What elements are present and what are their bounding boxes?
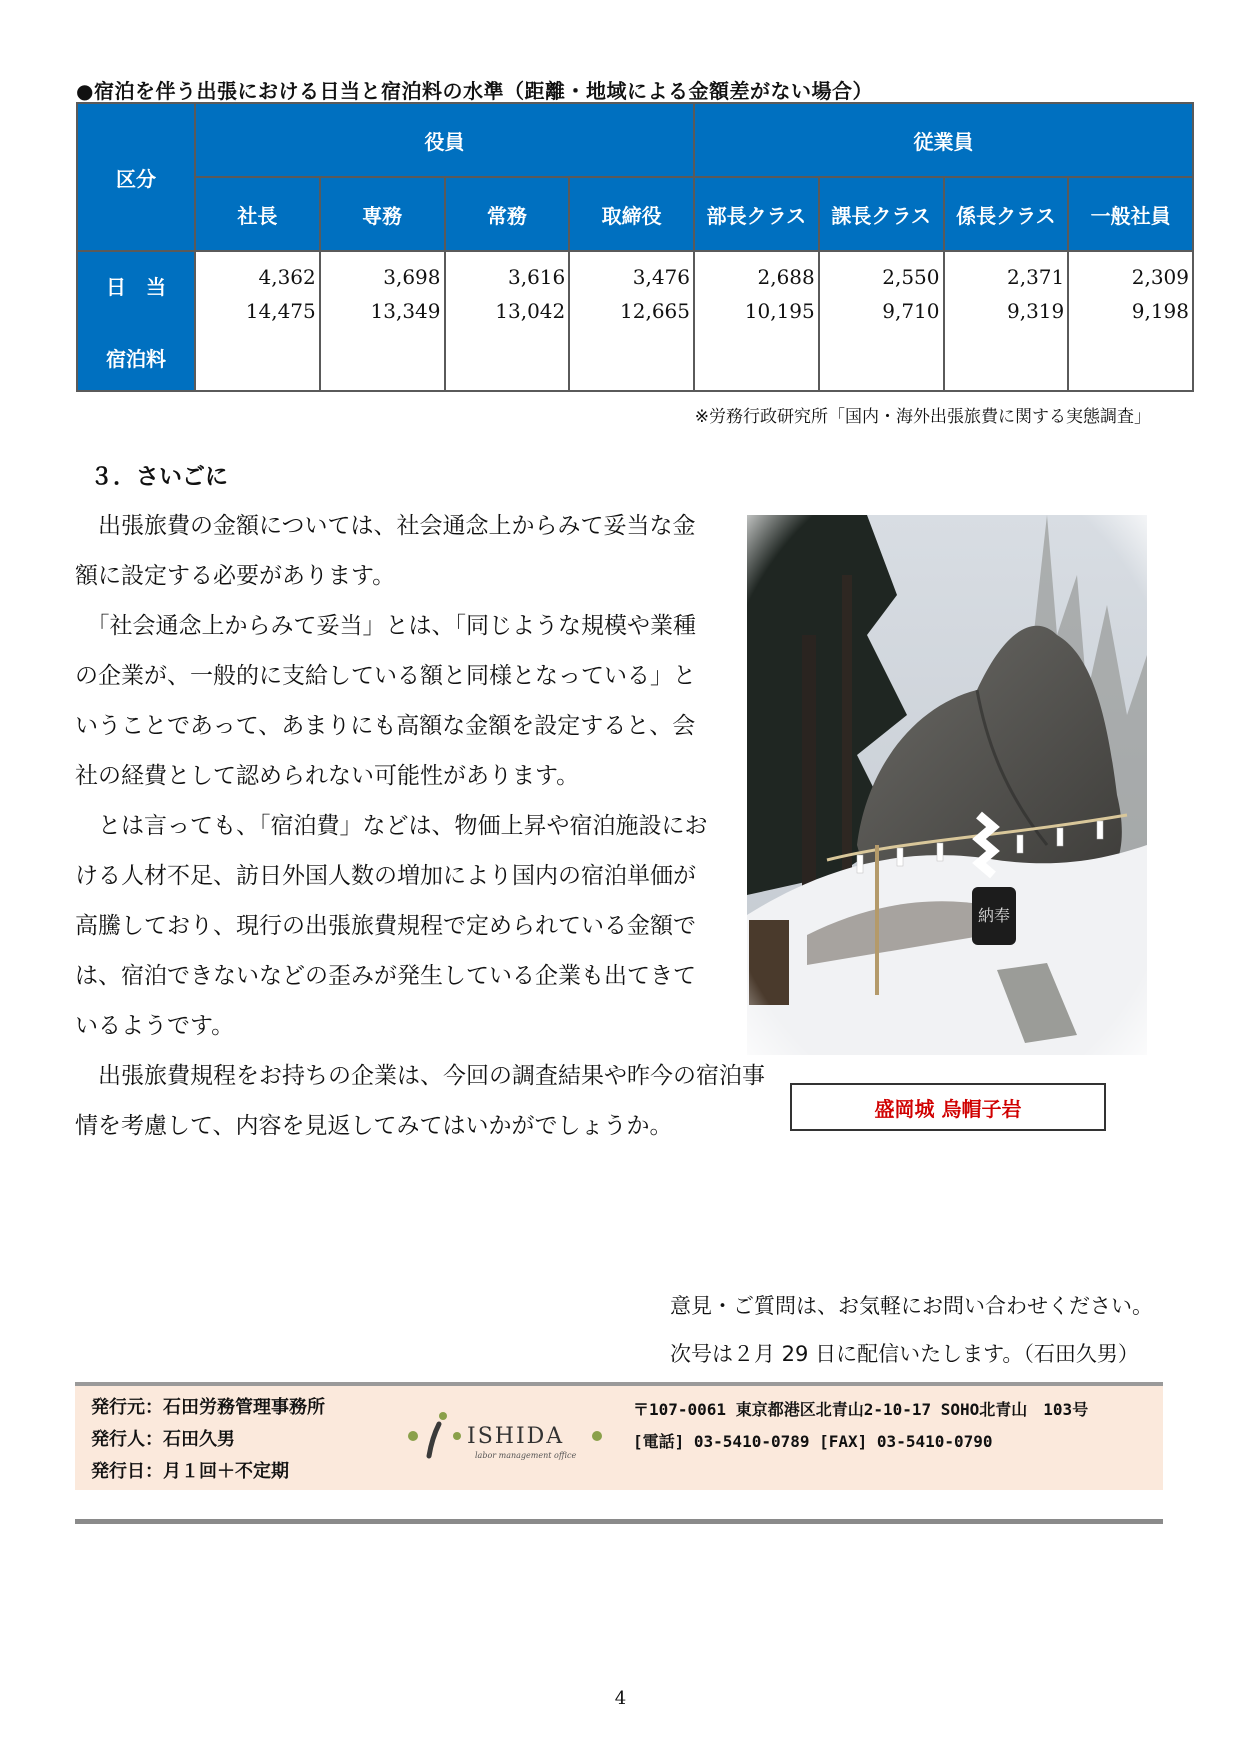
photo-caption: 盛岡城 烏帽子岩: [790, 1083, 1106, 1131]
table-cell: [445, 251, 570, 391]
footer: [75, 1386, 1163, 1490]
header-col-director: 取締役: [569, 177, 694, 251]
table-cell: [944, 251, 1069, 391]
lodging-value: 12,665: [620, 299, 690, 323]
lodging-value: 13,349: [370, 299, 441, 323]
header-col-dept-manager: 部長クラス: [694, 177, 819, 251]
eboshi-rock-photo: [747, 515, 1147, 1055]
lodging-value: 9,198: [1131, 299, 1189, 323]
header-col-md: 常務: [445, 177, 570, 251]
daily-value: 2,309: [1131, 265, 1189, 289]
daily-value: 2,550: [882, 265, 940, 289]
rates-table: [76, 102, 1194, 392]
logo-text: ISHIDA: [467, 1424, 565, 1449]
footer-phone-fax: [電話] 03-5410-0789 [FAX] 03-5410-0790: [633, 1432, 993, 1451]
table-cell: [569, 251, 694, 391]
footer-address: 〒107-0061 東京都港区北青山2-10-17 SOHO北青山 103号: [633, 1400, 1089, 1419]
daily-value: 3,476: [632, 265, 690, 289]
section-heading: ３．さいごに: [90, 464, 228, 490]
header-col-staff: 一般社員: [1068, 177, 1193, 251]
table-cell: [819, 251, 944, 391]
header-col-section-manager: 課長クラス: [819, 177, 944, 251]
row-label-daily: 日 当: [106, 275, 166, 299]
table-row: [77, 251, 1193, 391]
paragraph: 出張旅費の金額については、社会通念上からみて妥当な金額に設定する必要があります。: [75, 513, 696, 589]
lodging-value: 10,195: [744, 299, 815, 323]
body-text: [75, 501, 765, 1151]
table-title: ●宿泊を伴う出張における日当と宿泊料の水準（距離・地域による金額差がない場合）: [76, 79, 873, 103]
lodging-value: 14,475: [245, 299, 316, 323]
footer-publisher-info: [91, 1392, 325, 1488]
closing-line: 次号は２月 29 日に配信いたします。（石田久男）: [670, 1342, 1139, 1366]
header-officers: 役員: [195, 103, 694, 177]
footer-frequency: 発行日：月１回＋不定期: [91, 1461, 289, 1482]
table-cell: [1068, 251, 1193, 391]
header-col-chief: 係長クラス: [944, 177, 1069, 251]
daily-value: 3,698: [383, 265, 441, 289]
table-cell: [694, 251, 819, 391]
paragraph: 「社会通念上からみて妥当」とは、「同じような規模や業種の企業が、一般的に支給している額と同様となっている」ということであって、あまりにも高額な金額を設定すると、会社の経費として認められない可能性があります。: [75, 613, 696, 789]
closing-line: 意見・ご質問は、お気軽にお問い合わせください。: [670, 1294, 1153, 1318]
row-header: [77, 251, 195, 391]
header-col-senior-md: 専務: [320, 177, 445, 251]
daily-value: 2,688: [757, 265, 815, 289]
daily-value: 3,616: [507, 265, 566, 289]
footer-publisher: 発行元：石田労務管理事務所: [91, 1397, 325, 1418]
footer-contact: [633, 1394, 1088, 1458]
lodging-value: 13,042: [495, 299, 566, 323]
daily-value: 2,371: [1006, 265, 1065, 289]
table-cell: [320, 251, 445, 391]
closing-note: [670, 1282, 1153, 1378]
header-col-president: 社長: [195, 177, 320, 251]
footer-bottom-divider: [75, 1519, 1163, 1524]
daily-value: 4,362: [258, 265, 316, 289]
source-note: ※労務行政研究所「国内・海外出張旅費に関する実態調査」: [694, 407, 1151, 427]
page-number: 4: [614, 1688, 627, 1709]
paragraph: 出張旅費規程をお持ちの企業は、今回の調査結果や昨今の宿泊事情を考慮して、内容を見返してみてはいかがでしょうか。: [75, 1063, 765, 1139]
row-label-lodging: 宿泊料: [106, 347, 166, 371]
header-category: 区分: [77, 103, 195, 251]
lodging-value: 9,319: [1006, 299, 1065, 323]
paragraph: とは言っても、「宿泊費」などは、物価上昇や宿泊施設における人材不足、訪日外国人数の増加により国内の宿泊単価が高騰しており、現行の出張旅費規程で定められている金額では、宿泊できないなどの歪みが発生している企業も出てきているようです。: [75, 813, 708, 1039]
logo-subtext: labor management office: [475, 1451, 577, 1460]
lodging-value: 9,710: [882, 299, 940, 323]
ishida-logo: [405, 1408, 605, 1468]
footer-issuer: 発行人：石田久男: [91, 1429, 235, 1450]
table-cell: [195, 251, 320, 391]
header-employees: 従業員: [694, 103, 1193, 177]
